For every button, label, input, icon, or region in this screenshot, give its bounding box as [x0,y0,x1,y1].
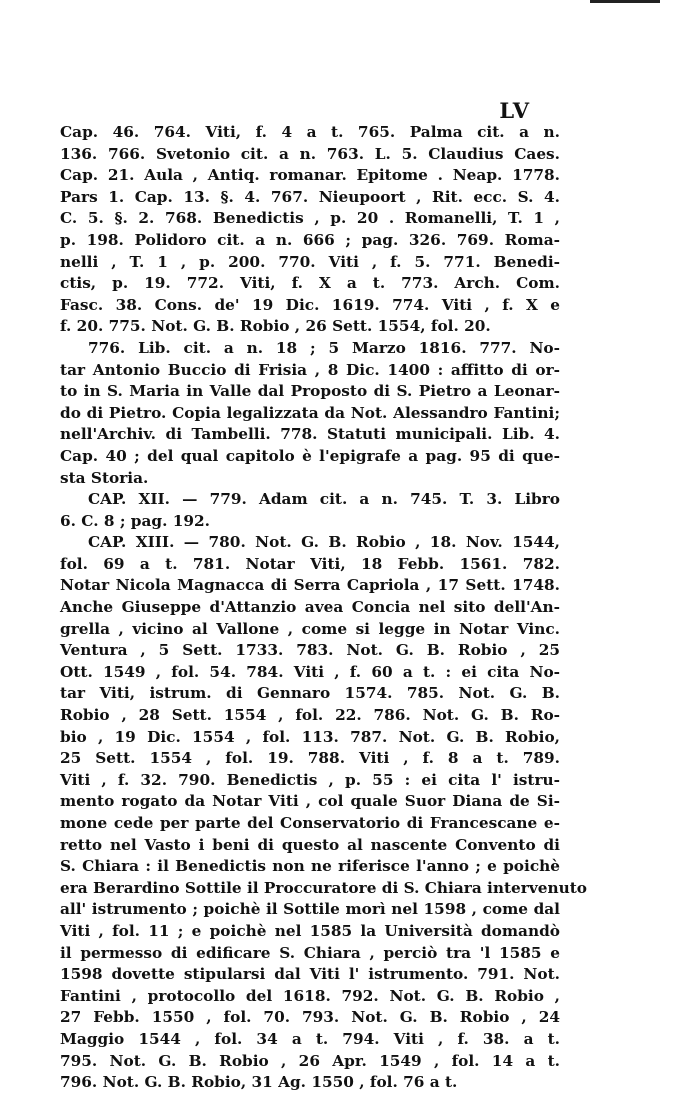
text-line: to in S. Maria in Valle dal Proposto di S. Pietro a Leonar- [60,382,560,401]
text-line: bio , 19 Dic. 1554 , fol. 113. 787. Not. G. B. Robio, [60,727,560,746]
text-line: Pars 1. Cap. 13. §. 4. 767. Nieupoort , Rit. ecc. S. 4. [60,187,560,206]
text-line: 25 Sett. 1554 , fol. 19. 788. Viti , f. 8 a t. 789. [60,749,560,768]
text-line: tar Viti, istrum. di Gennaro 1574. 785. Not. G. B. [60,684,560,703]
text-line: 136. 766. Svetonio cit. a n. 763. L. 5. Claudius Caes. [60,144,560,163]
text-line: Cap. 21. Aula , Antiq. romanar. Epitome . Neap. 1778. [60,166,560,185]
text-line: Ott. 1549 , fol. 54. 784. Viti , f. 60 a t. : ei cita No- [60,662,560,681]
text-line: ctis, p. 19. 772. Viti, f. X a t. 773. Arch. Com. [60,274,560,293]
text-line: grella , vicino al Vallone , come si legge in Notar Vinc. [60,619,560,638]
text-line: p. 198. Polidoro cit. a n. 666 ; pag. 326. 769. Roma- [60,230,560,249]
notes-paragraph [60,338,560,489]
notes-paragraph [60,489,560,532]
text-line: Fasc. 38. Cons. de' 19 Dic. 1619. 774. Viti , f. X e [60,295,560,314]
notes-text-block [60,122,587,1094]
notes-paragraph [60,122,560,338]
text-line: S. Chiara : il Benedictis non ne riferisce l'anno ; e poichè [60,857,560,876]
text-line: Viti , f. 32. 790. Benedictis , p. 55 : ei cita l' istru- [60,770,560,789]
text-line: mento rogato da Notar Viti , col quale Suor Diana de Si- [60,792,560,811]
text-line: 6. C. 8 ; pag. 192. [60,511,211,530]
text-line: Notar Nicola Magnacca di Serra Capriola , 17 Sett. 1748. [60,576,560,595]
text-line: Anche Giuseppe d'Attanzio avea Concia nel sito dell'An- [60,598,560,617]
text-line: Cap. 46. 764. Viti, f. 4 a t. 765. Palma cit. a n. [60,123,560,141]
text-line: Cap. 40 ; del qual capitolo è l'epigrafe a pag. 95 di que- [60,446,560,465]
text-line: Fantini , protocollo del 1618. 792. Not. G. B. Robio , [60,986,560,1005]
text-line: il permesso di edificare S. Chiara , perciò tra 'l 1585 e [60,943,560,962]
page-number: LV [499,98,530,123]
text-line: CAP. XII. — 779. Adam cit. a n. 745. T. 3. Libro [88,490,560,509]
text-line: mone cede per parte del Conservatorio di Francescane e- [60,814,560,832]
text-line: do di Pietro. Copia legalizzata da Not. Alessandro Fantini; [60,403,560,422]
text-line: 1598 dovette stipularsi dal Viti l' istrumento. 791. Not. [60,965,560,984]
text-line: retto nel Vasto i beni di questo al nascente Convento di [60,835,560,854]
text-line: Viti , fol. 11 ; e poichè nel 1585 la Università domandò [60,921,560,940]
text-line: tar Antonio Buccio di Frisia , 8 Dic. 1400 : affitto di or- [60,360,560,379]
text-line: nelli , T. 1 , p. 200. 770. Viti , f. 5. 771. Benedi- [60,252,560,271]
notes-paragraph [60,532,587,1093]
text-line: f. 20. 775. Not. G. B. Robio , 26 Sett. 1554, fol. 20. [60,317,491,336]
text-line: CAP. XIII. — 780. Not. G. B. Robio , 18. Nov. 1544, [88,533,560,552]
top-edge-mark [590,0,660,3]
text-line: fol. 69 a t. 781. Notar Viti, 18 Febb. 1561. 782. [60,554,560,573]
text-line: Ventura , 5 Sett. 1733. 783. Not. G. B. Robio , 25 [60,641,560,660]
text-line: sta Storia. [60,468,149,487]
text-line: all' istrumento ; poichè il Sottile morì nel 1598 , come dal [60,900,560,919]
text-line: 27 Febb. 1550 , fol. 70. 793. Not. G. B. Robio , 24 [60,1008,560,1027]
text-line: Maggio 1544 , fol. 34 a t. 794. Viti , f. 38. a t. [60,1029,560,1048]
text-line: 796. Not. G. B. Robio, 31 Ag. 1550 , fol. 76 a t. [60,1073,458,1092]
text-line: C. 5. §. 2. 768. Benedictis , p. 20 . Romanelli, T. 1 , [60,209,560,228]
text-line: 776. Lib. cit. a n. 18 ; 5 Marzo 1816. 777. No- [88,338,560,357]
text-line: era Berardino Sottile il Proccuratore di S. Chiara intervenuto [60,878,587,897]
text-line: 795. Not. G. B. Robio , 26 Apr. 1549 , fol. 14 a t. [60,1051,560,1070]
text-line: Robio , 28 Sett. 1554 , fol. 22. 786. Not. G. B. Ro- [60,706,560,725]
text-line: nell'Archiv. di Tambelli. 778. Statuti municipali. Lib. 4. [60,425,560,444]
